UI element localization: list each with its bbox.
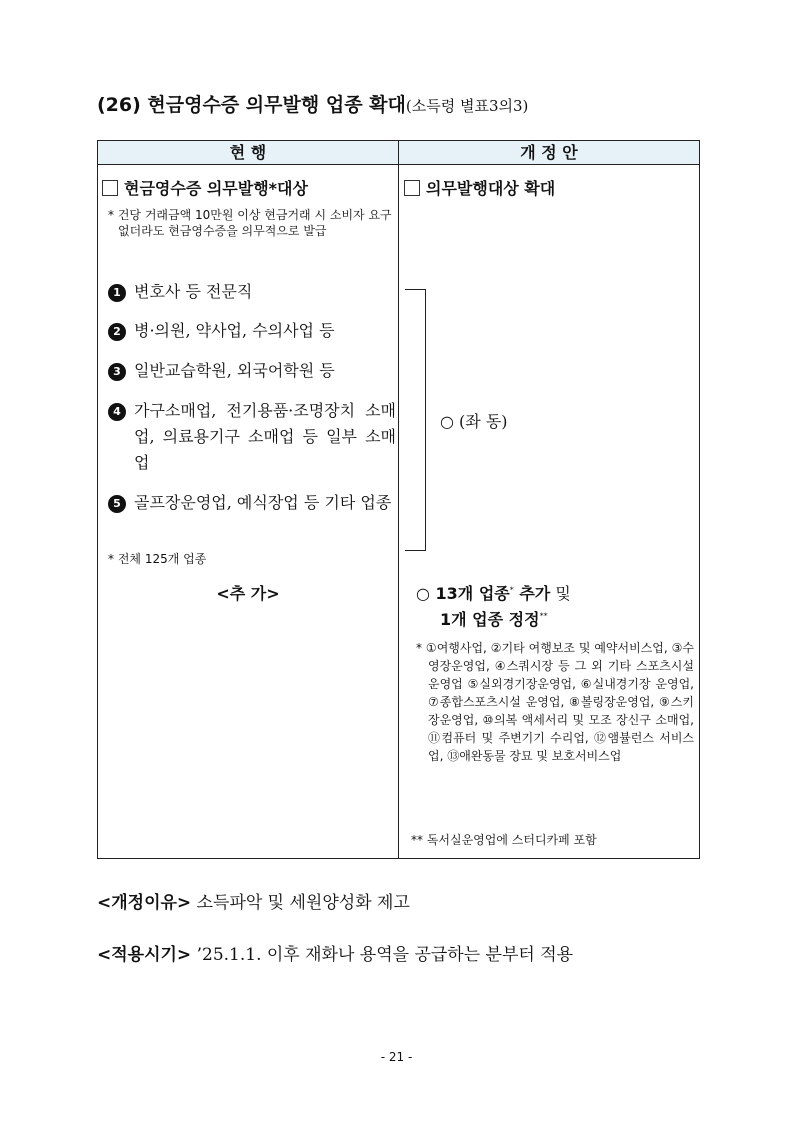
- revision-reason: [97, 888, 410, 913]
- item-text: 골프장운영업, 예식장업 등 기타 업종: [134, 493, 392, 512]
- revised-note-2: ** 독서실운영업에 스터디카페 포함: [411, 833, 597, 847]
- effective-label: <적용시기>: [97, 945, 192, 965]
- section-title-text: (26) 현금영수증 의무발행 업종 확대: [97, 94, 406, 116]
- number-badge-2: 2: [108, 323, 126, 341]
- revised-addition-line2: 1개 업종 정정**: [440, 610, 548, 629]
- current-note: * 건당 거래금액 10만원 이상 현금거래 시 소비자 요구 없더라도 현금영수증을 의무적으로 발급: [108, 208, 392, 238]
- effective-text: ’25.1.1. 이후 재화나 용역을 공급하는 분부터 적용: [196, 945, 574, 965]
- current-heading-text: 현금영수증 의무발행*대상: [124, 179, 308, 198]
- item-text: 변호사 등 전문직: [134, 282, 253, 301]
- current-heading: [102, 176, 308, 199]
- reason-text: 소득파악 및 세원양성화 제고: [196, 893, 410, 913]
- addition-and: 및: [550, 584, 571, 603]
- header-current: 현 행: [229, 143, 267, 162]
- bracket: [405, 289, 426, 551]
- correction-text: 1개 업종 정정: [440, 610, 540, 629]
- revised-addition-line1: ○ 13개 업종* 추가 및: [416, 584, 571, 603]
- column-divider: [398, 141, 399, 858]
- revised-heading: [404, 176, 555, 199]
- revised-heading-text: 의무발행대상 확대: [426, 179, 556, 198]
- current-item-4: [108, 398, 396, 478]
- current-item-3: [108, 358, 393, 384]
- addition-word: 추가: [513, 584, 551, 603]
- header-revised: 개 정 안: [520, 143, 578, 162]
- number-badge-1: 1: [108, 284, 126, 302]
- number-badge-3: 3: [108, 363, 126, 381]
- comparison-table: [97, 140, 700, 859]
- checkbox-square-icon: [404, 180, 420, 196]
- number-badge-5: 5: [108, 495, 126, 513]
- page-number: - 21 -: [380, 1050, 413, 1064]
- checkbox-square-icon: [102, 180, 118, 196]
- revised-same: ○ (좌 동): [440, 412, 508, 431]
- current-total-note: * 전체 125개 업종: [108, 552, 207, 566]
- section-reference: (소득령 별표3의3): [405, 97, 529, 115]
- current-addition: <추 가>: [216, 584, 280, 603]
- current-item-5: [108, 490, 393, 546]
- current-item-2: [108, 318, 393, 344]
- item-text: 일반교습학원, 외국어학원 등: [134, 361, 335, 380]
- revised-note-1: * ①여행사업, ②기타 여행보조 및 예약서비스업, ③수영장운영업, ④스쿼시장 등 그 외 기타 스포츠시설 운영업 ⑤실외경기장운영업, ⑥실내경기장 운영업, ⑦종합스포츠시설 운영업, ⑧볼링장운영업, ⑨스키장운영업, ⑩의복 액세서리 및 모조 장신구 소매업, ⑪컴퓨터 및 주변기기 수리업, ⑫앰뷸런스 서비스업, ⑬애완동물 장묘 및 보호서비스업: [416, 641, 694, 763]
- number-badge-4: 4: [108, 403, 126, 421]
- section-title: [97, 90, 528, 117]
- addition-count: ○ 13개 업종: [416, 584, 510, 603]
- item-text: 가구소매업, 전기용품·조명장치 소매업, 의료용기구 소매업 등 일부 소매업: [134, 401, 396, 472]
- effective-date: [97, 940, 573, 965]
- item-text: 병·의원, 약사업, 수의사업 등: [134, 321, 335, 340]
- current-item-1: [108, 279, 393, 305]
- reason-label: <개정이유>: [97, 893, 192, 913]
